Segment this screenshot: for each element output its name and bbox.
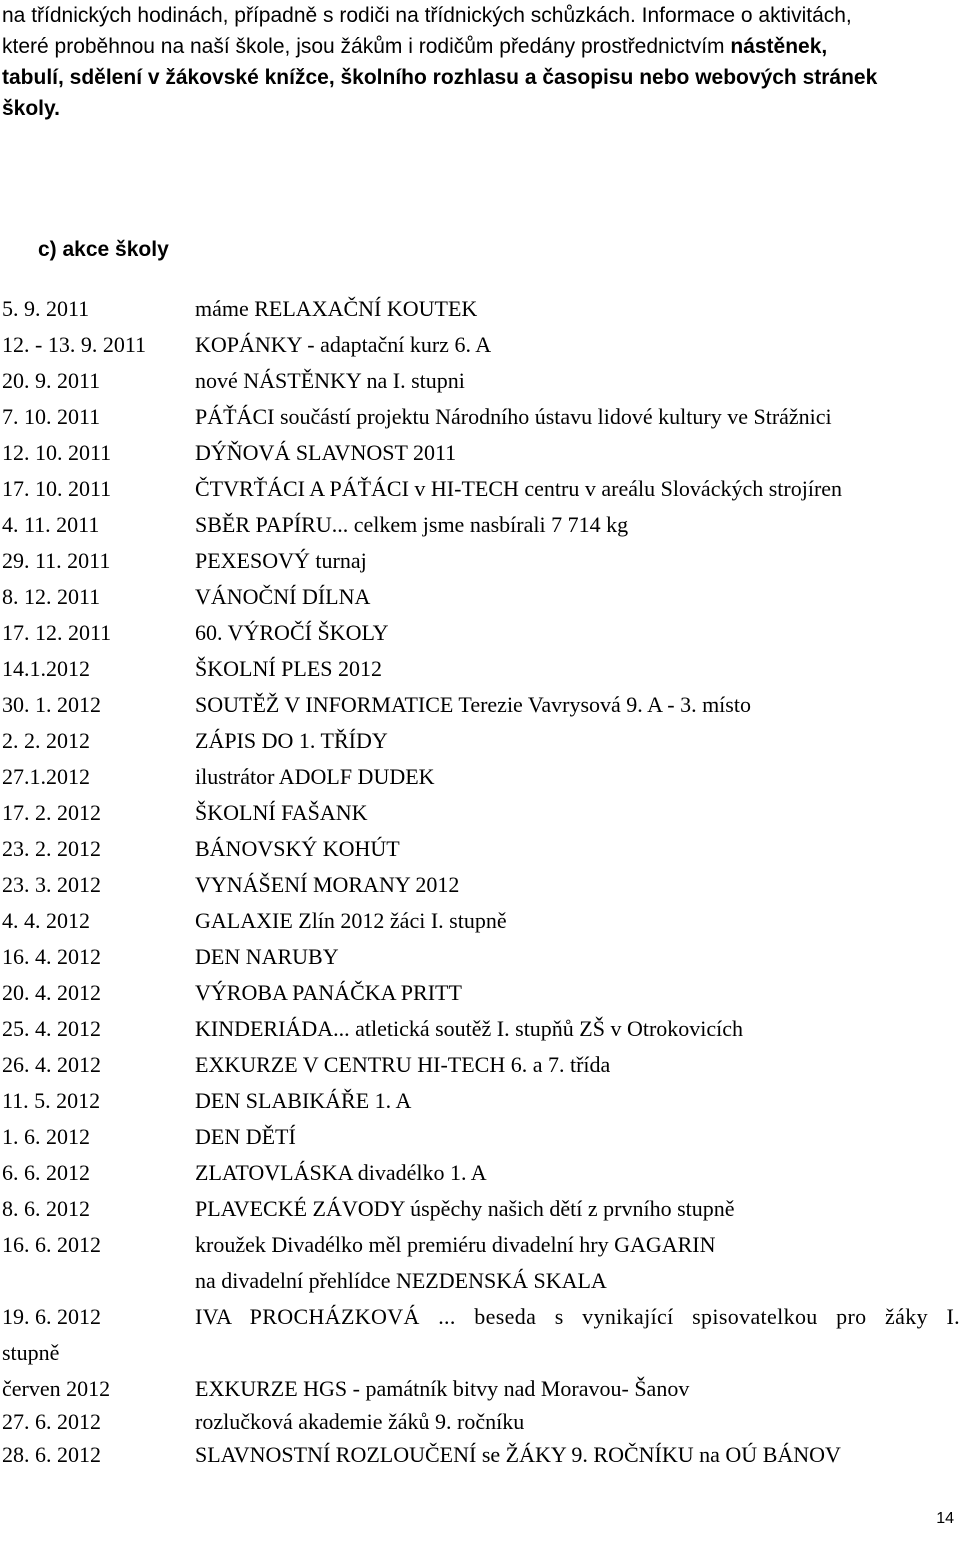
event-row xyxy=(2,512,960,548)
event-description: PLAVECKÉ ZÁVODY úspěchy našich dětí z prvního stupně xyxy=(195,1196,735,1221)
event-row xyxy=(2,692,960,728)
event-date: 23. 2. 2012 xyxy=(2,836,101,861)
event-date: 20. 9. 2011 xyxy=(2,368,101,393)
events-list xyxy=(2,296,960,1475)
event-description: ZLATOVLÁSKA divadélko 1. A xyxy=(195,1160,487,1185)
event-description: ilustrátor ADOLF DUDEK xyxy=(195,764,435,789)
event-date: 17. 10. 2011 xyxy=(2,476,112,501)
event-date: 14.1.2012 xyxy=(2,656,90,681)
event-description-continued: stupně xyxy=(2,1340,60,1365)
intro-paragraph xyxy=(2,0,942,124)
event-description: ŠKOLNÍ PLES 2012 xyxy=(195,656,383,681)
event-description: máme RELAXAČNÍ KOUTEK xyxy=(195,296,478,321)
event-continuation-row xyxy=(2,1268,960,1304)
event-row xyxy=(2,944,960,980)
event-description: DEN SLABIKÁŘE 1. A xyxy=(195,1088,412,1113)
event-description: PEXESOVÝ turnaj xyxy=(195,548,367,573)
event-row xyxy=(2,800,960,836)
event-description: BÁNOVSKÝ KOHÚT xyxy=(195,836,400,861)
event-date: 12. - 13. 9. 2011 xyxy=(2,332,147,357)
intro-line-2-text: které proběhnou na naší škole, jsou žákům i rodičům předány prostřednictvím xyxy=(2,35,731,58)
event-row xyxy=(2,1442,960,1475)
event-date: 8. 12. 2011 xyxy=(2,584,101,609)
event-row xyxy=(2,908,960,944)
event-description: EXKURZE HGS - památník bitvy nad Moravou- Šanov xyxy=(195,1376,690,1401)
event-row xyxy=(2,1196,960,1232)
intro-line-2 xyxy=(2,31,942,62)
event-description-continued: na divadelní přehlídce NEZDENSKÁ SKALA xyxy=(195,1268,607,1293)
event-date: 4. 4. 2012 xyxy=(2,908,90,933)
event-description: IVA PROCHÁZKOVÁ ... beseda s vynikající spisovatelkou pro žáky I. xyxy=(195,1304,960,1329)
event-description: ZÁPIS DO 1. TŘÍDY xyxy=(195,728,388,753)
event-row xyxy=(2,1160,960,1196)
event-row xyxy=(2,1124,960,1160)
event-description: ŠKOLNÍ FAŠANK xyxy=(195,800,368,825)
event-description: nové NÁSTĚNKY na I. stupni xyxy=(195,368,465,393)
intro-line-2-bold: nástěnek, xyxy=(730,35,828,58)
event-row xyxy=(2,1304,960,1340)
event-date: 27.1.2012 xyxy=(2,764,90,789)
event-description: DEN DĚTÍ xyxy=(195,1124,296,1149)
event-date: 5. 9. 2011 xyxy=(2,296,90,321)
event-date: 12. 10. 2011 xyxy=(2,440,112,465)
event-date: 6. 6. 2012 xyxy=(2,1160,90,1185)
event-description: ČTVRŤÁCI A PÁŤÁCI v HI-TECH centru v areálu Slováckých strojíren xyxy=(195,476,843,501)
event-date: 2. 2. 2012 xyxy=(2,728,90,753)
intro-line-3: tabulí, sdělení v žákovské knížce, školního rozhlasu a časopisu nebo webových stránek xyxy=(2,66,878,89)
event-continuation-row xyxy=(2,1340,960,1376)
page-number: 14 xyxy=(936,1510,954,1527)
event-row xyxy=(2,368,960,404)
event-row xyxy=(2,1376,960,1409)
event-description: VÝROBA PANÁČKA PRITT xyxy=(195,980,462,1005)
event-description: kroužek Divadélko měl premiéru divadelní hry GAGARIN xyxy=(195,1232,716,1257)
event-description: SLAVNOSTNÍ ROZLOUČENÍ se ŽÁKY 9. ROČNÍKU na OÚ BÁNOV xyxy=(195,1442,841,1467)
event-description: DÝŇOVÁ SLAVNOST 2011 xyxy=(195,440,457,465)
event-date: červen 2012 xyxy=(2,1376,111,1401)
event-date: 19. 6. 2012 xyxy=(2,1304,101,1329)
event-date: 1. 6. 2012 xyxy=(2,1124,90,1149)
event-row xyxy=(2,1232,960,1268)
event-row xyxy=(2,1088,960,1124)
event-date: 16. 4. 2012 xyxy=(2,944,101,969)
event-date: 7. 10. 2011 xyxy=(2,404,101,429)
event-date: 11. 5. 2012 xyxy=(2,1088,101,1113)
event-row xyxy=(2,404,960,440)
event-date: 4. 11. 2011 xyxy=(2,512,100,537)
event-date: 8. 6. 2012 xyxy=(2,1196,90,1221)
event-description: DEN NARUBY xyxy=(195,944,339,969)
event-description: GALAXIE Zlín 2012 žáci I. stupně xyxy=(195,908,507,933)
event-description: SOUTĚŽ V INFORMATICE Terezie Vavrysová 9. A - 3. místo xyxy=(195,692,751,717)
event-description: KINDERIÁDA... atletická soutěž I. stupňů ZŠ v Otrokovicích xyxy=(195,1016,744,1041)
event-description: PÁŤÁCI součástí projektu Národního ústavu lidové kultury ve Strážnici xyxy=(195,404,832,429)
event-date: 16. 6. 2012 xyxy=(2,1232,101,1257)
event-description: EXKURZE V CENTRU HI-TECH 6. a 7. třída xyxy=(195,1052,611,1077)
event-row xyxy=(2,980,960,1016)
event-row xyxy=(2,1052,960,1088)
event-description: 60. VÝROČÍ ŠKOLY xyxy=(195,620,389,645)
event-row xyxy=(2,548,960,584)
section-heading: c) akce školy xyxy=(38,238,169,261)
intro-line-4: školy. xyxy=(2,97,60,120)
event-row xyxy=(2,872,960,908)
event-description: KOPÁNKY - adaptační kurz 6. A xyxy=(195,332,492,357)
event-row xyxy=(2,656,960,692)
event-row xyxy=(2,296,960,332)
event-date: 20. 4. 2012 xyxy=(2,980,101,1005)
event-row xyxy=(2,476,960,512)
event-description: rozlučková akademie žáků 9. ročníku xyxy=(195,1409,525,1434)
event-row xyxy=(2,1016,960,1052)
event-row xyxy=(2,728,960,764)
event-date: 26. 4. 2012 xyxy=(2,1052,101,1077)
event-row xyxy=(2,836,960,872)
event-date: 28. 6. 2012 xyxy=(2,1442,101,1467)
event-row xyxy=(2,440,960,476)
event-date: 23. 3. 2012 xyxy=(2,872,101,897)
event-date: 30. 1. 2012 xyxy=(2,692,101,717)
event-description: VYNÁŠENÍ MORANY 2012 xyxy=(195,872,460,897)
intro-line-1: na třídnických hodinách, případně s rodiči na třídnických schůzkách. Informace o aktivitách, xyxy=(2,4,852,27)
event-row xyxy=(2,1409,960,1442)
event-row xyxy=(2,332,960,368)
event-description: VÁNOČNÍ DÍLNA xyxy=(195,584,371,609)
event-date: 17. 2. 2012 xyxy=(2,800,101,825)
event-row xyxy=(2,584,960,620)
event-row xyxy=(2,764,960,800)
event-date: 29. 11. 2011 xyxy=(2,548,111,573)
event-date: 27. 6. 2012 xyxy=(2,1409,101,1434)
event-row xyxy=(2,620,960,656)
event-date: 25. 4. 2012 xyxy=(2,1016,101,1041)
event-description: SBĚR PAPÍRU... celkem jsme nasbírali 7 714 kg xyxy=(195,512,629,537)
event-date: 17. 12. 2011 xyxy=(2,620,112,645)
